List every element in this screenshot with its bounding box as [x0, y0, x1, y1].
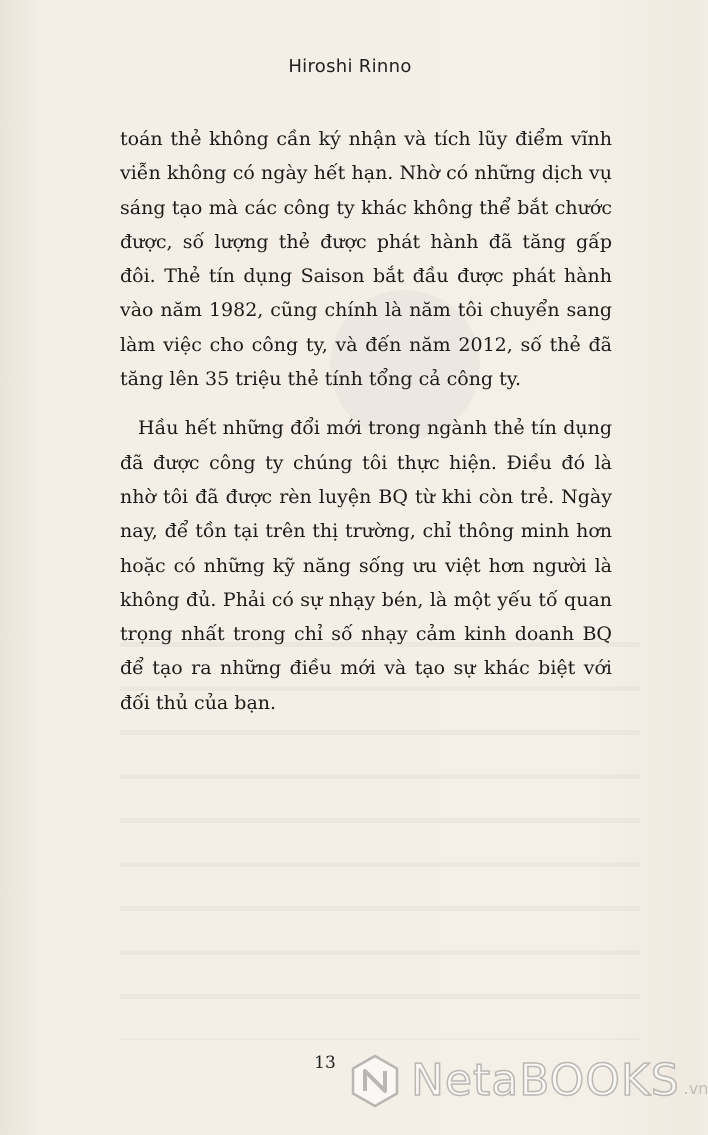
- page-number: 13: [314, 1053, 336, 1073]
- netabooks-watermark: [347, 1050, 708, 1112]
- netabooks-logo-icon: [347, 1053, 403, 1109]
- paragraph-1: toán thẻ không cần ký nhận và tích lũy điểm vĩnh viễn không có ngày hết hạn. Nhờ có những dịch vụ sáng tạo mà các công ty khác không thể bắt chước được, số lượng thẻ được phát hành đã tăng gấp đôi. Thẻ tín dụng Saison bắt đầu được phát hành vào năm 1982, cũng chính là năm tôi chuyển sang làm việc cho công ty, và đến năm 2012, số thẻ đã tăng lên 35 triệu thẻ tính tổng cả công ty.: [120, 128, 612, 391]
- body-text: [120, 122, 612, 720]
- running-header-author: Hiroshi Rinno: [288, 56, 412, 77]
- watermark-brand: NetaBOOKS: [411, 1055, 680, 1106]
- watermark-suffix: .vn: [683, 1079, 708, 1098]
- paragraph-2: Hầu hết những đổi mới trong ngành thẻ tín dụng đã được công ty chúng tôi thực hiện. Điều đó là nhờ tôi đã được rèn luyện BQ từ khi còn trẻ. Ngày nay, để tồn tại trên thị trường, chỉ thông minh hơn hoặc có những kỹ năng sống ưu việt hơn người là không đủ. Phải có sự nhạy bén, là một yếu tố quan trọng nhất trong chỉ số nhạy cảm kinh doanh BQ để tạo ra những điều mới và tạo sự khác biệt với đối thủ của bạn.: [120, 417, 612, 714]
